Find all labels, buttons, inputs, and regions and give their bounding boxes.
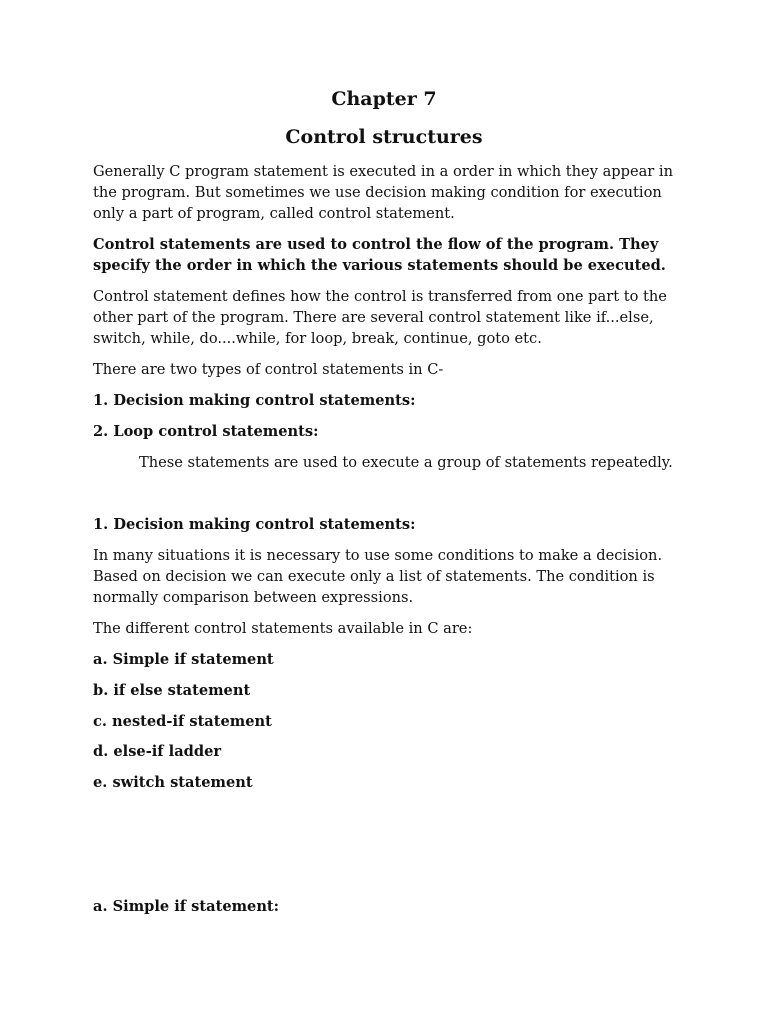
- list-item-simple-if: a. Simple if statement: [93, 651, 274, 668]
- list-item-if-else: b. if else statement: [93, 682, 251, 699]
- list-item-else-if-ladder: d. else-if ladder: [93, 743, 222, 760]
- types-intro: There are two types of control statements in C-: [93, 361, 444, 378]
- section-heading-decision-making: 1. Decision making control statements:: [93, 516, 416, 533]
- list-item-switch: e. switch statement: [93, 774, 253, 791]
- intro-paragraph: Generally C program statement is executed in a order in which they appear in the program. But sometimes we use decision making condition for execution only a part of program, called control statement.: [93, 163, 673, 222]
- chapter-title: Control structures: [285, 126, 483, 148]
- available-statements-intro: The different control statements available in C are:: [93, 620, 473, 637]
- chapter-number: Chapter 7: [331, 88, 437, 110]
- definition-paragraph: Control statements are used to control the flow of the program. They specify the order in which the various statements should be executed.: [93, 236, 666, 274]
- loop-description: These statements are used to execute a group of statements repeatedly.: [139, 454, 673, 471]
- transfer-paragraph: Control statement defines how the control is transferred from one part to the other part of the program. There are several control statement like if...else, switch, while, do....while, for loop, break, continue, goto etc.: [93, 288, 667, 347]
- type-loop-control: 2. Loop control statements:: [93, 423, 319, 440]
- decision-making-paragraph: In many situations it is necessary to use some conditions to make a decision. Based on decision we can execute only a list of statements. The condition is normally comparison between expressions.: [93, 547, 663, 606]
- type-decision-making: 1. Decision making control statements:: [93, 392, 416, 409]
- subsection-heading-simple-if: a. Simple if statement:: [93, 898, 280, 915]
- list-item-nested-if: c. nested-if statement: [93, 713, 272, 730]
